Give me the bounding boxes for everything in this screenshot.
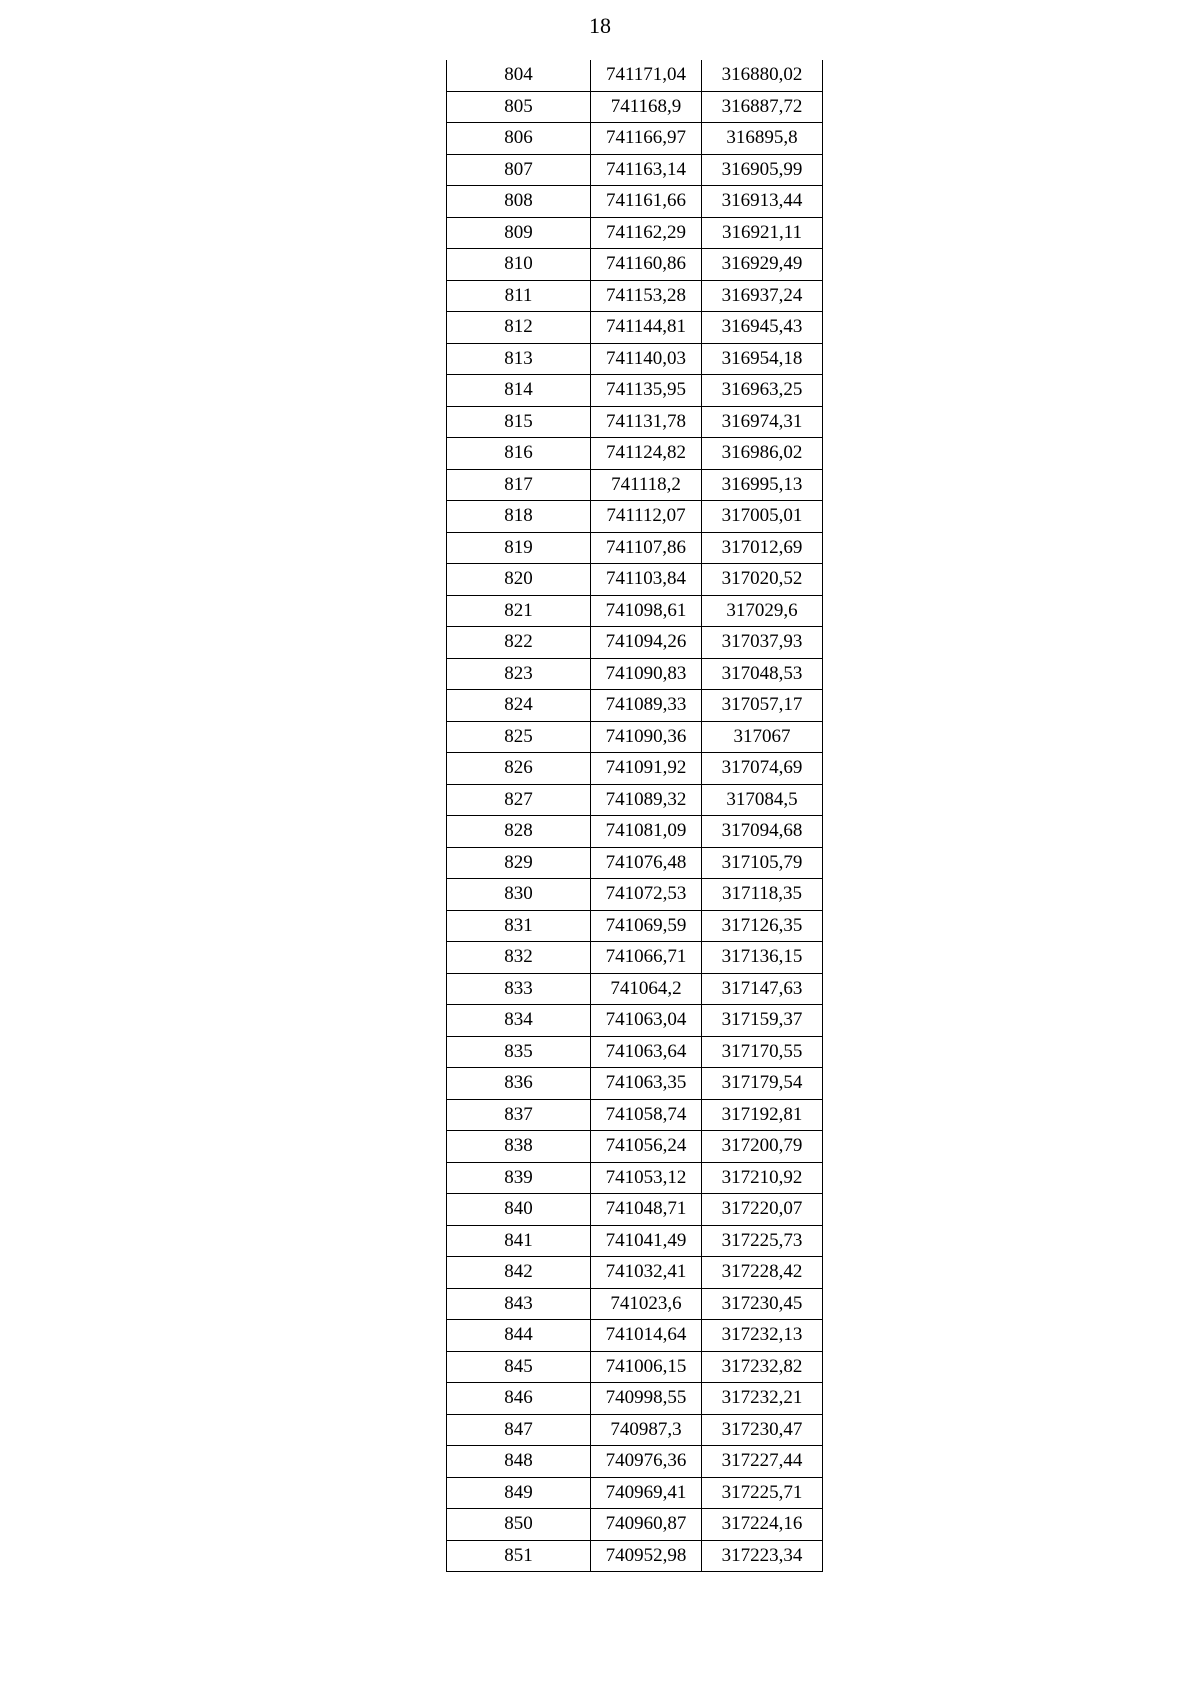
point-number-cell: 835 [447,1036,591,1068]
x-coordinate-cell: 741162,29 [591,217,702,249]
table-row [447,658,823,690]
table-row [447,1257,823,1289]
point-number-cell: 851 [447,1540,591,1572]
point-number-cell: 816 [447,438,591,470]
point-number-cell: 822 [447,627,591,659]
point-number-cell: 842 [447,1257,591,1289]
x-coordinate-cell: 741171,04 [591,60,702,91]
table-row [447,1414,823,1446]
table-row [447,973,823,1005]
point-number-cell: 838 [447,1131,591,1163]
x-coordinate-cell: 741090,83 [591,658,702,690]
point-number-cell: 833 [447,973,591,1005]
x-coordinate-cell: 741089,33 [591,690,702,722]
table-row [447,1509,823,1541]
x-coordinate-cell: 741124,82 [591,438,702,470]
point-number-cell: 850 [447,1509,591,1541]
y-coordinate-cell: 317192,81 [702,1099,823,1131]
y-coordinate-cell: 317210,92 [702,1162,823,1194]
x-coordinate-cell: 741053,12 [591,1162,702,1194]
point-number-cell: 827 [447,784,591,816]
x-coordinate-cell: 741168,9 [591,91,702,123]
point-number-cell: 804 [447,60,591,91]
x-coordinate-cell: 741103,84 [591,564,702,596]
y-coordinate-cell: 317074,69 [702,753,823,785]
x-coordinate-cell: 741112,07 [591,501,702,533]
point-number-cell: 830 [447,879,591,911]
y-coordinate-cell: 317037,93 [702,627,823,659]
y-coordinate-cell: 317200,79 [702,1131,823,1163]
point-number-cell: 821 [447,595,591,627]
x-coordinate-cell: 741160,86 [591,249,702,281]
table-row [447,564,823,596]
point-number-cell: 834 [447,1005,591,1037]
point-number-cell: 814 [447,375,591,407]
y-coordinate-cell: 317170,55 [702,1036,823,1068]
y-coordinate-cell: 317005,01 [702,501,823,533]
y-coordinate-cell: 317225,73 [702,1225,823,1257]
y-coordinate-cell: 317230,47 [702,1414,823,1446]
table-row [447,501,823,533]
table-row [447,627,823,659]
y-coordinate-cell: 316963,25 [702,375,823,407]
table-row [447,186,823,218]
table-row [447,816,823,848]
table-row [447,1036,823,1068]
y-coordinate-cell: 316887,72 [702,91,823,123]
x-coordinate-cell: 741063,35 [591,1068,702,1100]
table-row [447,1540,823,1572]
table-row [447,249,823,281]
table-row [447,1351,823,1383]
point-number-cell: 837 [447,1099,591,1131]
x-coordinate-cell: 741090,36 [591,721,702,753]
y-coordinate-cell: 317232,13 [702,1320,823,1352]
table-row [447,784,823,816]
y-coordinate-cell: 316905,99 [702,154,823,186]
point-number-cell: 824 [447,690,591,722]
x-coordinate-cell: 741163,14 [591,154,702,186]
table-row [447,1005,823,1037]
point-number-cell: 812 [447,312,591,344]
table-row [447,438,823,470]
x-coordinate-cell: 741140,03 [591,343,702,375]
y-coordinate-cell: 317067 [702,721,823,753]
table-row [447,123,823,155]
point-number-cell: 811 [447,280,591,312]
x-coordinate-cell: 741076,48 [591,847,702,879]
y-coordinate-cell: 316974,31 [702,406,823,438]
point-number-cell: 843 [447,1288,591,1320]
x-coordinate-cell: 741064,2 [591,973,702,1005]
y-coordinate-cell: 317230,45 [702,1288,823,1320]
table-row [447,879,823,911]
x-coordinate-cell: 741063,04 [591,1005,702,1037]
y-coordinate-cell: 316929,49 [702,249,823,281]
y-coordinate-cell: 316937,24 [702,280,823,312]
point-number-cell: 826 [447,753,591,785]
point-number-cell: 839 [447,1162,591,1194]
page-number: 18 [589,13,611,38]
point-number-cell: 825 [447,721,591,753]
y-coordinate-cell: 316954,18 [702,343,823,375]
y-coordinate-cell: 317232,82 [702,1351,823,1383]
y-coordinate-cell: 317232,21 [702,1383,823,1415]
x-coordinate-cell: 741032,41 [591,1257,702,1289]
x-coordinate-cell: 741144,81 [591,312,702,344]
point-number-cell: 846 [447,1383,591,1415]
y-coordinate-cell: 317029,6 [702,595,823,627]
y-coordinate-cell: 317048,53 [702,658,823,690]
point-number-cell: 832 [447,942,591,974]
x-coordinate-cell: 741091,92 [591,753,702,785]
y-coordinate-cell: 317225,71 [702,1477,823,1509]
table-row [447,280,823,312]
y-coordinate-cell: 316945,43 [702,312,823,344]
x-coordinate-cell: 740960,87 [591,1509,702,1541]
point-number-cell: 805 [447,91,591,123]
table-row [447,217,823,249]
y-coordinate-cell: 317084,5 [702,784,823,816]
table-row [447,847,823,879]
point-number-cell: 806 [447,123,591,155]
y-coordinate-cell: 316995,13 [702,469,823,501]
x-coordinate-cell: 741107,86 [591,532,702,564]
point-number-cell: 845 [447,1351,591,1383]
point-number-cell: 840 [447,1194,591,1226]
y-coordinate-cell: 317179,54 [702,1068,823,1100]
x-coordinate-cell: 741063,64 [591,1036,702,1068]
x-coordinate-cell: 741048,71 [591,1194,702,1226]
x-coordinate-cell: 741058,74 [591,1099,702,1131]
point-number-cell: 844 [447,1320,591,1352]
x-coordinate-cell: 741153,28 [591,280,702,312]
y-coordinate-cell: 317020,52 [702,564,823,596]
coordinates-table [446,60,823,1572]
y-coordinate-cell: 317220,07 [702,1194,823,1226]
table-row [447,1446,823,1478]
x-coordinate-cell: 741094,26 [591,627,702,659]
point-number-cell: 813 [447,343,591,375]
table-row [447,532,823,564]
point-number-cell: 817 [447,469,591,501]
point-number-cell: 849 [447,1477,591,1509]
point-number-cell: 818 [447,501,591,533]
y-coordinate-cell: 316895,8 [702,123,823,155]
x-coordinate-cell: 740998,55 [591,1383,702,1415]
point-number-cell: 831 [447,910,591,942]
table-row [447,1383,823,1415]
y-coordinate-cell: 317147,63 [702,973,823,1005]
x-coordinate-cell: 741006,15 [591,1351,702,1383]
table-row [447,690,823,722]
x-coordinate-cell: 740969,41 [591,1477,702,1509]
point-number-cell: 808 [447,186,591,218]
point-number-cell: 815 [447,406,591,438]
x-coordinate-cell: 741041,49 [591,1225,702,1257]
x-coordinate-cell: 741014,64 [591,1320,702,1352]
coordinates-table-body [447,60,823,1572]
x-coordinate-cell: 741056,24 [591,1131,702,1163]
x-coordinate-cell: 740952,98 [591,1540,702,1572]
table-row [447,343,823,375]
y-coordinate-cell: 317118,35 [702,879,823,911]
x-coordinate-cell: 741118,2 [591,469,702,501]
y-coordinate-cell: 317227,44 [702,1446,823,1478]
table-row [447,1099,823,1131]
table-row [447,1162,823,1194]
x-coordinate-cell: 741131,78 [591,406,702,438]
y-coordinate-cell: 317223,34 [702,1540,823,1572]
point-number-cell: 829 [447,847,591,879]
y-coordinate-cell: 317012,69 [702,532,823,564]
y-coordinate-cell: 317105,79 [702,847,823,879]
table-row [447,1320,823,1352]
table-row [447,1194,823,1226]
y-coordinate-cell: 317057,17 [702,690,823,722]
table-row [447,91,823,123]
y-coordinate-cell: 317224,16 [702,1509,823,1541]
y-coordinate-cell: 317126,35 [702,910,823,942]
x-coordinate-cell: 741066,71 [591,942,702,974]
point-number-cell: 828 [447,816,591,848]
table-row [447,60,823,91]
point-number-cell: 819 [447,532,591,564]
y-coordinate-cell: 317136,15 [702,942,823,974]
y-coordinate-cell: 316913,44 [702,186,823,218]
x-coordinate-cell: 740976,36 [591,1446,702,1478]
table-row [447,406,823,438]
point-number-cell: 848 [447,1446,591,1478]
table-row [447,469,823,501]
point-number-cell: 841 [447,1225,591,1257]
point-number-cell: 820 [447,564,591,596]
x-coordinate-cell: 741081,09 [591,816,702,848]
table-row [447,753,823,785]
y-coordinate-cell: 317159,37 [702,1005,823,1037]
table-row [447,154,823,186]
point-number-cell: 847 [447,1414,591,1446]
x-coordinate-cell: 741069,59 [591,910,702,942]
x-coordinate-cell: 740987,3 [591,1414,702,1446]
point-number-cell: 836 [447,1068,591,1100]
x-coordinate-cell: 741098,61 [591,595,702,627]
point-number-cell: 823 [447,658,591,690]
table-row [447,1225,823,1257]
table-row [447,910,823,942]
x-coordinate-cell: 741161,66 [591,186,702,218]
point-number-cell: 810 [447,249,591,281]
y-coordinate-cell: 316880,02 [702,60,823,91]
table-row [447,1068,823,1100]
x-coordinate-cell: 741072,53 [591,879,702,911]
table-row [447,942,823,974]
point-number-cell: 807 [447,154,591,186]
y-coordinate-cell: 316921,11 [702,217,823,249]
table-row [447,375,823,407]
table-row [447,1131,823,1163]
x-coordinate-cell: 741023,6 [591,1288,702,1320]
point-number-cell: 809 [447,217,591,249]
x-coordinate-cell: 741135,95 [591,375,702,407]
table-row [447,595,823,627]
table-row [447,1288,823,1320]
y-coordinate-cell: 317094,68 [702,816,823,848]
x-coordinate-cell: 741166,97 [591,123,702,155]
y-coordinate-cell: 316986,02 [702,438,823,470]
y-coordinate-cell: 317228,42 [702,1257,823,1289]
x-coordinate-cell: 741089,32 [591,784,702,816]
table-row [447,312,823,344]
table-row [447,1477,823,1509]
table-row [447,721,823,753]
